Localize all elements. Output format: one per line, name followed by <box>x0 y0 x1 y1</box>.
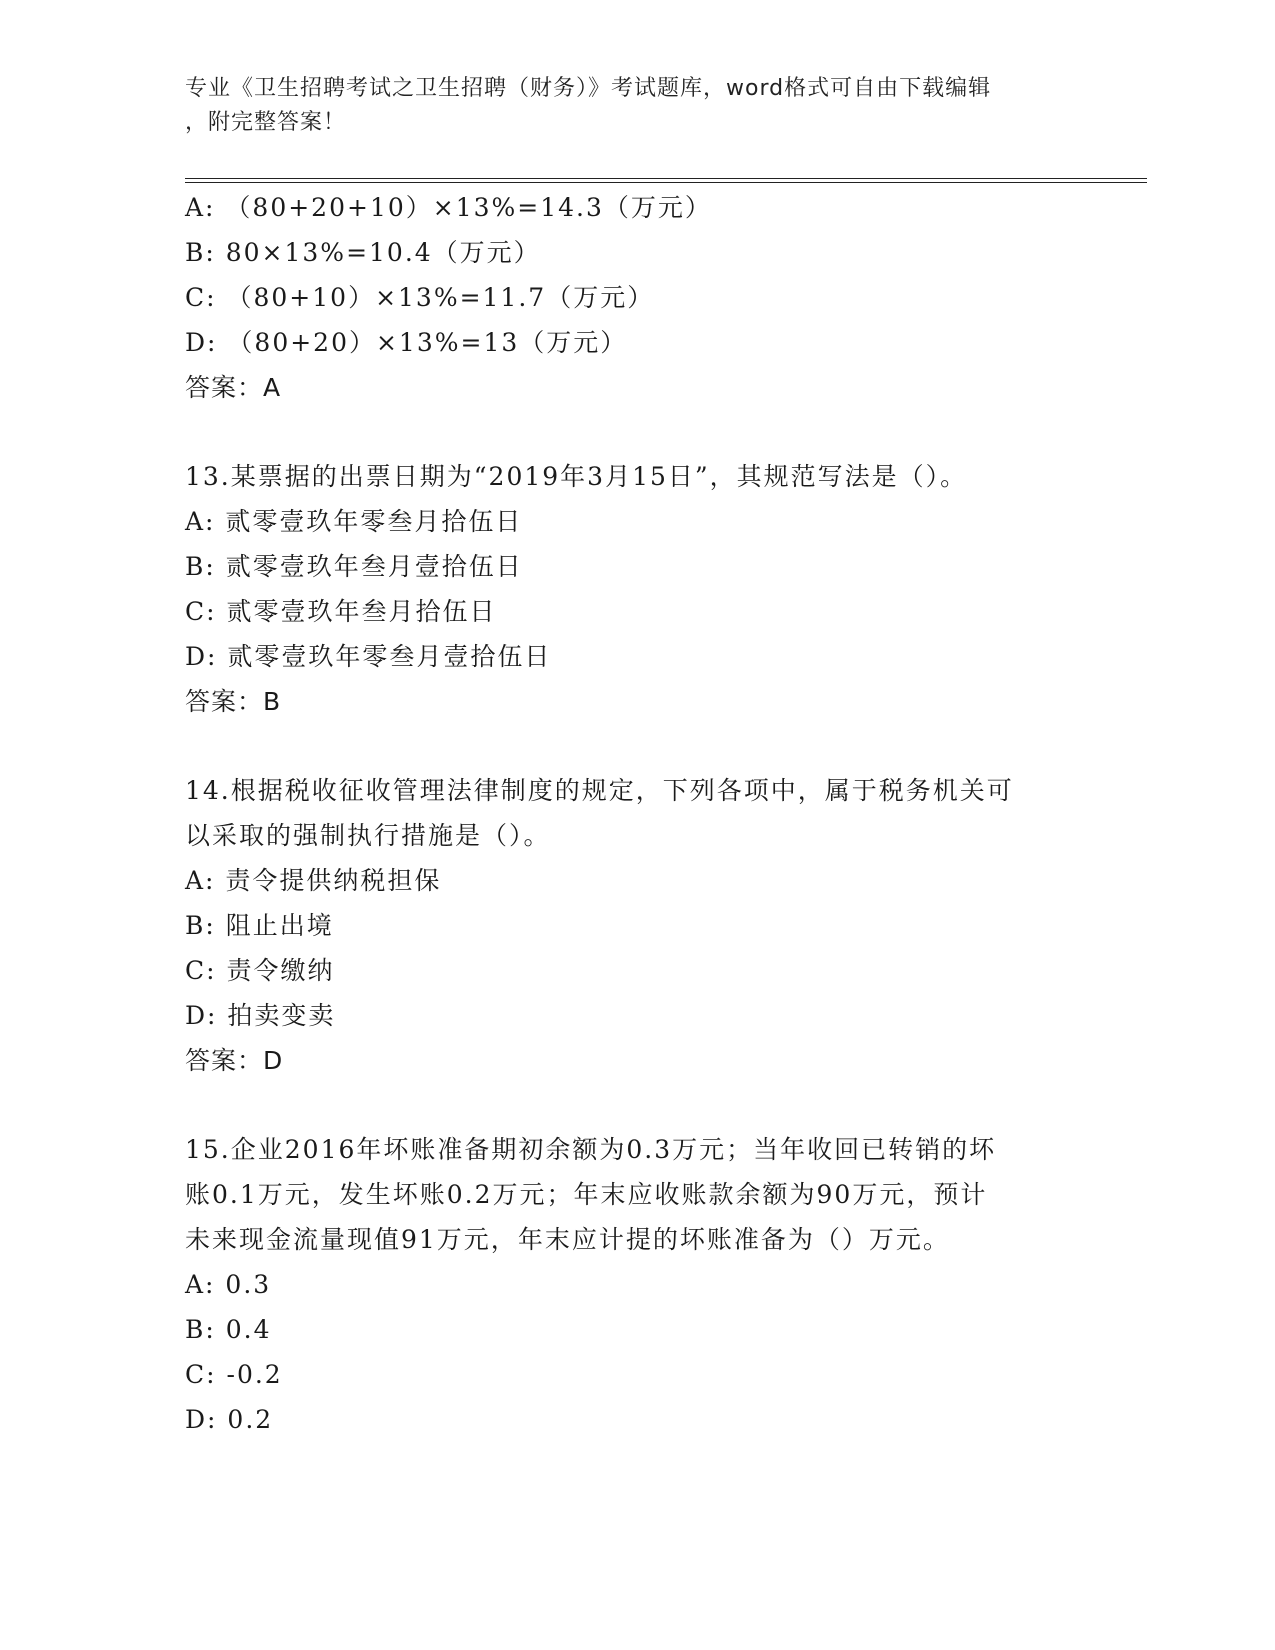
header-line-1: 专业《卫生招聘考试之卫生招聘（财务）》考试题库，word格式可自由下载编辑 <box>185 76 992 101</box>
q12-answer: 答案：A <box>185 373 282 402</box>
q12-option-a: A: （80+20+10）×13%=14.3（万元） <box>185 193 712 222</box>
q15-stem-line-3: 未来现金流量现值91万元，年末应计提的坏账准备为（）万元。 <box>185 1225 950 1254</box>
q13-option-a: A: 贰零壹玖年零叁月拾伍日 <box>185 507 523 536</box>
q15-option-a: A: 0.3 <box>185 1270 272 1299</box>
q13-option-d: D: 贰零壹玖年零叁月壹拾伍日 <box>185 642 552 671</box>
q14-stem-line-2: 以采取的强制执行措施是（）。 <box>185 821 551 850</box>
q14-option-b: B: 阻止出境 <box>185 911 334 940</box>
q13-option-c: C: 贰零壹玖年叁月拾伍日 <box>185 597 497 626</box>
q14-stem-line-1: 14.根据税收征收管理法律制度的规定，下列各项中，属于税务机关可 <box>185 776 1014 805</box>
q15-option-c: C: -0.2 <box>185 1360 283 1389</box>
header-line-2: ，附完整答案！ <box>185 110 347 135</box>
q12-option-b: B: 80×13%=10.4（万元） <box>185 238 541 267</box>
header-divider-bottom <box>185 182 1147 183</box>
q13-answer: 答案：B <box>185 687 282 716</box>
header-divider-top <box>185 178 1147 179</box>
q15-stem-line-1: 15.企业2016年坏账准备期初余额为0.3万元；当年收回已转销的坏 <box>185 1135 997 1164</box>
q15-option-b: B: 0.4 <box>185 1315 272 1344</box>
q15-option-d: D: 0.2 <box>185 1405 274 1434</box>
q14-option-c: C: 责令缴纳 <box>185 956 335 985</box>
q14-answer: 答案：D <box>185 1046 284 1075</box>
q14-option-a: A: 责令提供纳税担保 <box>185 866 442 895</box>
q12-option-c: C: （80+10）×13%=11.7（万元） <box>185 283 655 312</box>
q14-option-d: D: 拍卖变卖 <box>185 1001 336 1030</box>
q15-stem-line-2: 账0.1万元，发生坏账0.2万元；年末应收账款余额为90万元，预计 <box>185 1180 988 1209</box>
document-header <box>185 72 1065 140</box>
q12-option-d: D: （80+20）×13%=13（万元） <box>185 328 628 357</box>
q13-option-b: B: 贰零壹玖年叁月壹拾伍日 <box>185 552 523 581</box>
q13-stem: 13.某票据的出票日期为“2019年3月15日”，其规范写法是（）。 <box>185 462 968 491</box>
